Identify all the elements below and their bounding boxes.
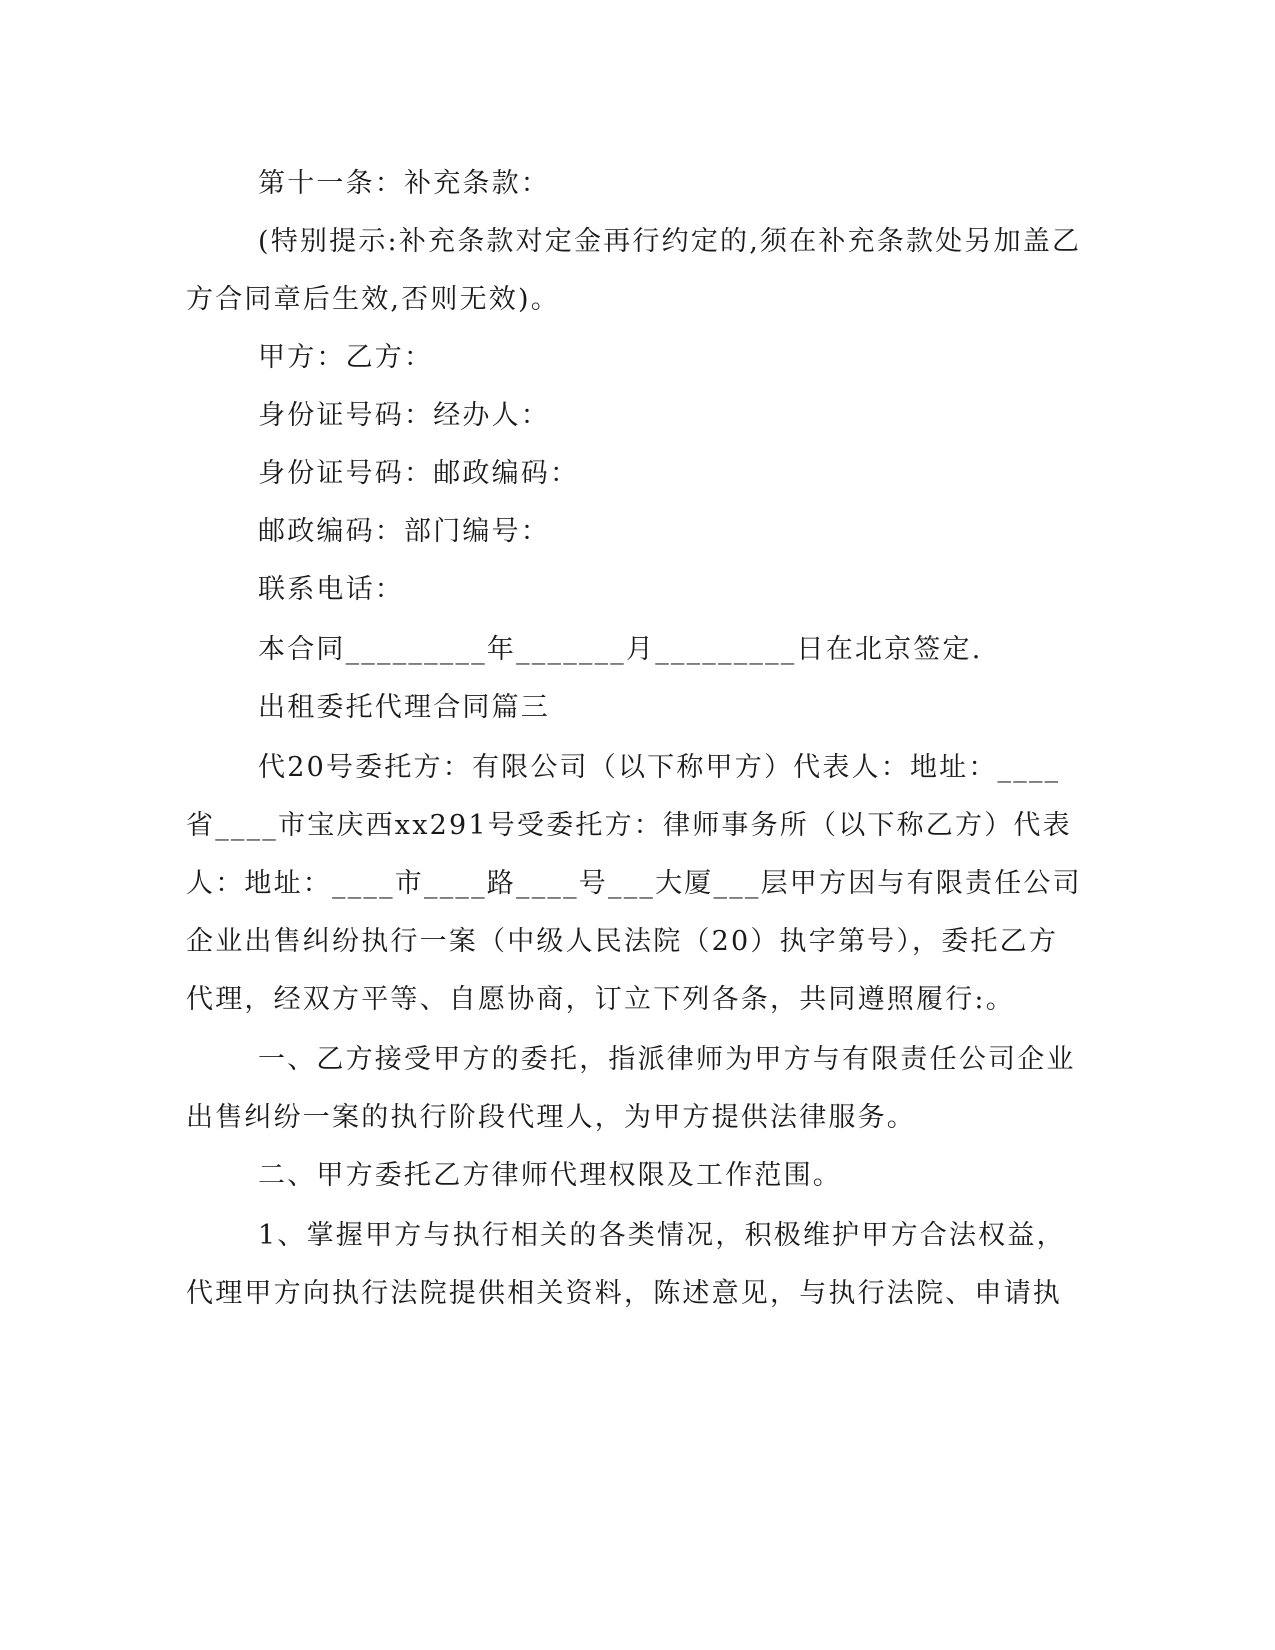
signing-date-line: 本合同_________年_______月_________日在北京签定. (258, 634, 983, 665)
article-1-line: 一、乙方接受甲方的委托，指派律师为甲方与有限责任公司企业 (258, 1044, 1076, 1075)
id-number-handler-label: 身份证号码：经办人： (258, 400, 550, 431)
party-a-b-label: 甲方：乙方： (258, 342, 434, 373)
clause-11-heading: 第十一条：补充条款： (258, 168, 550, 199)
paragraph-line: 企业出售纠纷执行一案（中级人民法院（20）执字第号），委托乙方 (186, 926, 1059, 957)
special-note-line-2: 方合同章后生效,否则无效)。 (186, 284, 560, 315)
article-2-line: 二、甲方委托乙方律师代理权限及工作范围。 (258, 1160, 842, 1191)
item-1-line: 1、掌握甲方与执行相关的各类情况，积极维护甲方合法权益， (258, 1220, 1066, 1251)
postcode-department-label: 邮政编码：部门编号： (258, 516, 550, 547)
section-title: 出租委托代理合同篇三 (258, 692, 550, 723)
article-1-line: 出售纠纷一案的执行阶段代理人，为甲方提供法律服务。 (186, 1102, 916, 1133)
paragraph-line: 省____市宝庆西xx291号受委托方：律师事务所（以下称乙方）代表 (186, 810, 1072, 841)
paragraph-line: 人：地址：____市____路____号___大厦___层甲方因与有限责任公司 (186, 868, 1082, 899)
paragraph-line: 代理，经双方平等、自愿协商，订立下列各条，共同遵照履行:。 (186, 984, 1015, 1015)
phone-label: 联系电话： (258, 574, 404, 605)
id-number-postcode-label: 身份证号码：邮政编码： (258, 458, 580, 489)
special-note-line-1: (特别提示:补充条款对定金再行约定的,须在补充条款处另加盖乙 (258, 226, 1082, 257)
item-1-line: 代理甲方向执行法院提供相关资料，陈述意见，与执行法院、申请执 (186, 1278, 1062, 1309)
paragraph-line: 代20号委托方：有限公司（以下称甲方）代表人：地址：____ (258, 752, 1061, 783)
